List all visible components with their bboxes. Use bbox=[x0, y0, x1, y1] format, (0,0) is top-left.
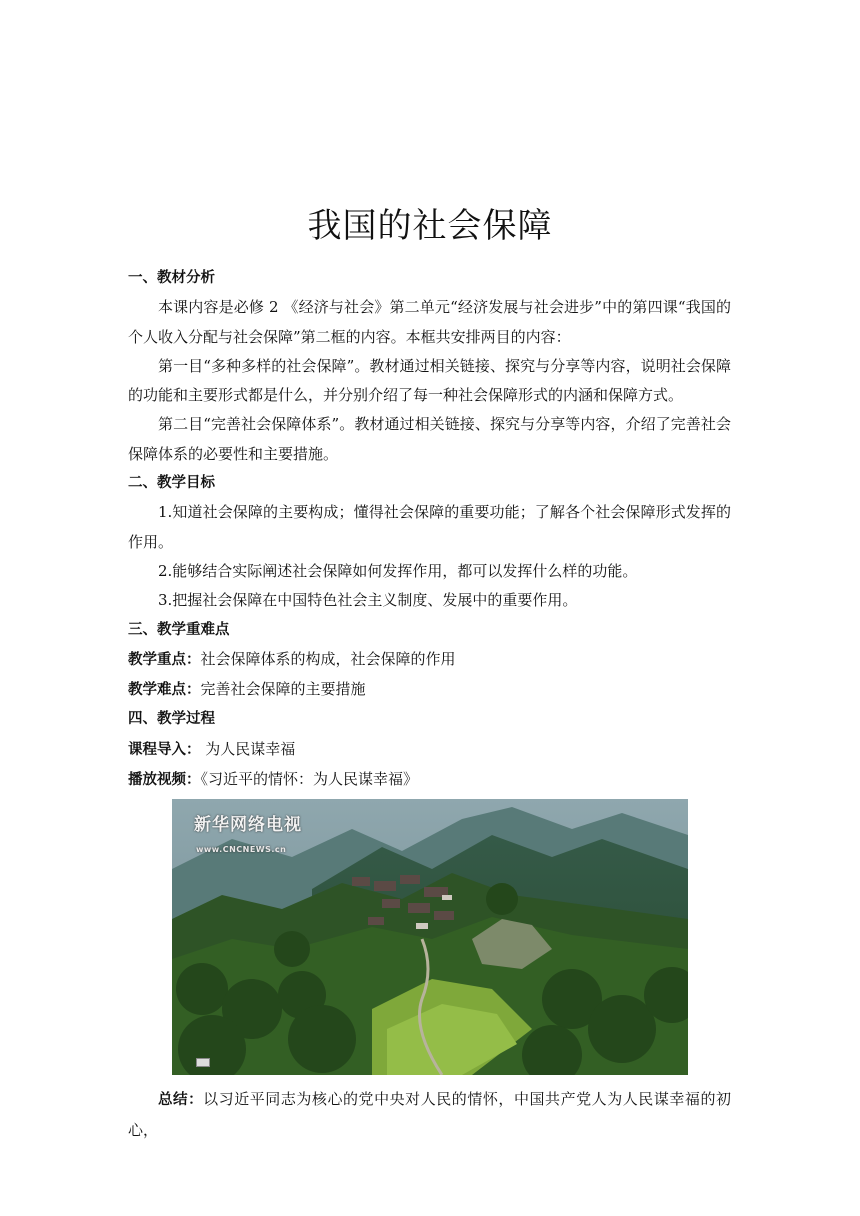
paragraph: 第二目“完善社会保障体系”。教材通过相关链接、探究与分享等内容，介绍了完善社会保障体系的必要性和主要措施。 bbox=[128, 415, 731, 463]
watermark-channel-name: 新华网络电视 bbox=[194, 815, 302, 836]
video-label: 播放视频： bbox=[128, 772, 201, 789]
difficult-point-text: 完善社会保障的主要措施 bbox=[200, 680, 366, 699]
caption-icon bbox=[196, 1058, 210, 1067]
difficult-point-label: 教学难点： bbox=[128, 682, 201, 699]
intro-text: 为人民谋幸福 bbox=[200, 739, 296, 758]
section-heading-process: 四、教学过程 bbox=[128, 711, 215, 728]
key-point-line bbox=[128, 645, 731, 675]
goal-item: 3.把握社会保障在中国特色社会主义制度、发展中的重要作用。 bbox=[158, 591, 578, 610]
goal-item: 2.能够结合实际阐述社会保障如何发挥作用，都可以发挥什么样的功能。 bbox=[158, 561, 638, 580]
document-body bbox=[128, 264, 731, 1145]
paragraph: 第一目“多种多样的社会保障”。教材通过相关链接、探究与分享等内容，说明社会保障的功能和主要形式都是什么，并分别介绍了每一种社会保障形式的内涵和保障方式。 bbox=[128, 356, 731, 405]
video-line bbox=[128, 765, 731, 795]
summary-label: 总结： bbox=[158, 1092, 204, 1109]
video-still-image bbox=[172, 799, 688, 1075]
key-point-label: 教学重点： bbox=[128, 651, 201, 668]
key-point-text: 社会保障体系的构成，社会保障的作用 bbox=[200, 649, 456, 668]
goal-item: 1.知道社会保障的主要构成；懂得社会保障的重要功能；了解各个社会保障形式发挥的作用。 bbox=[128, 503, 731, 551]
watermark-url: www.CNCNEWS.cn bbox=[196, 845, 287, 855]
summary-text: 以习近平同志为核心的党中央对人民的情怀，中国共产党人为人民谋幸福的初心， bbox=[128, 1090, 731, 1139]
section-heading-analysis: 一、教材分析 bbox=[128, 270, 215, 286]
difficult-point-line bbox=[128, 675, 731, 705]
section-heading-goals: 二、教学目标 bbox=[128, 475, 215, 492]
section-heading-key-points: 三、教学重难点 bbox=[128, 621, 230, 638]
video-title: 《习近平的情怀：为人民谋幸福》 bbox=[200, 770, 419, 789]
paragraph: 本课内容是必修 2 《经济与社会》第二单元“经济发展与社会进步”中的第四课“我国的个人收入分配与社会保障”第二框的内容。本框共安排两目的内容： bbox=[128, 298, 731, 346]
summary-line bbox=[128, 1085, 731, 1145]
intro-line bbox=[128, 735, 731, 765]
intro-label: 课程导入： bbox=[128, 741, 201, 758]
page-title: 我国的社会保障 bbox=[307, 205, 553, 246]
